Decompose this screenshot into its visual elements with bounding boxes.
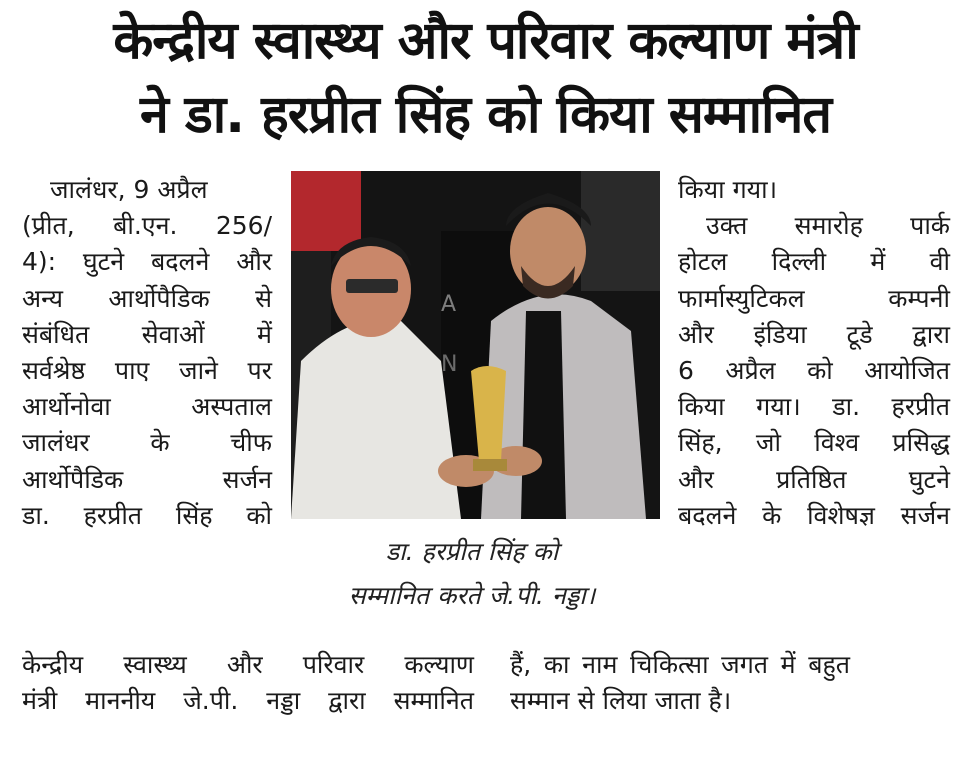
headline-line-1: केन्द्रीय स्वास्थ्य और परिवार कल्याण मंत्री [113, 11, 858, 71]
bottom-right-text [510, 647, 850, 719]
text-line: और प्रतिष्ठित घुटने [678, 464, 950, 494]
caption-line: सम्मानित करते जे.पी. नड्डा। [348, 581, 596, 610]
text-line: होटल दिल्ली में वी [678, 247, 950, 277]
text-line: आर्थोनोवा अस्पताल [22, 392, 272, 422]
right-text-column [678, 172, 950, 534]
text-line: संबंधित सेवाओं में [22, 319, 272, 349]
text-line: हैं, का नाम चिकित्सा जगत में बहुत [510, 650, 850, 679]
text-line: जालंधर के चीफ [22, 428, 272, 458]
headline-line-2: ने डा. हरप्रीत सिंह को किया सम्मानित [140, 85, 831, 145]
left-text-column [22, 172, 272, 534]
text-line: सम्मान से लिया जाता है। [510, 686, 732, 716]
text-line: डा. हरप्रीत सिंह को [22, 500, 272, 530]
photo-caption [286, 530, 658, 618]
text-line: (प्रीत, बी.एन. 256/ [22, 211, 272, 241]
text-line: 4): घुटने बदलने और [22, 247, 272, 277]
bottom-left-text [22, 647, 474, 719]
svg-text:A: A [441, 292, 457, 317]
caption-line: डा. हरप्रीत सिंह को [385, 537, 559, 566]
text-line: मंत्री माननीय जे.पी. नड्डा द्वारा सम्मानित [22, 686, 474, 716]
text-line: 6 अप्रैल को आयोजित [678, 356, 950, 386]
text-line: केन्द्रीय स्वास्थ्य और परिवार कल्याण [22, 650, 474, 679]
text-line: जालंधर, 9 अप्रैल [50, 175, 208, 204]
text-line: और इंडिया टूडे द्वारा [678, 319, 950, 349]
text-line: बदलने के विशेषज्ञ सर्जन [678, 500, 950, 530]
text-line: किया गया। [678, 175, 778, 204]
award-ceremony-illustration [291, 171, 660, 519]
text-line: सर्वश्रेष्ठ पाए जाने पर [22, 356, 272, 386]
text-line: किया गया। डा. हरप्रीत [678, 392, 950, 422]
text-line: आर्थोपैडिक सर्जन [22, 464, 272, 494]
red-banner [291, 171, 361, 251]
award-photo [291, 171, 660, 519]
text-line: सिंह, जो विश्व प्रसिद्ध [678, 428, 950, 458]
text-line: अन्य आर्थोपैडिक से [22, 283, 272, 313]
text-line: उक्त समारोह पार्क [706, 211, 950, 241]
svg-text:N: N [441, 352, 458, 377]
text-line: फार्मास्युटिकल कम्पनी [678, 283, 950, 313]
